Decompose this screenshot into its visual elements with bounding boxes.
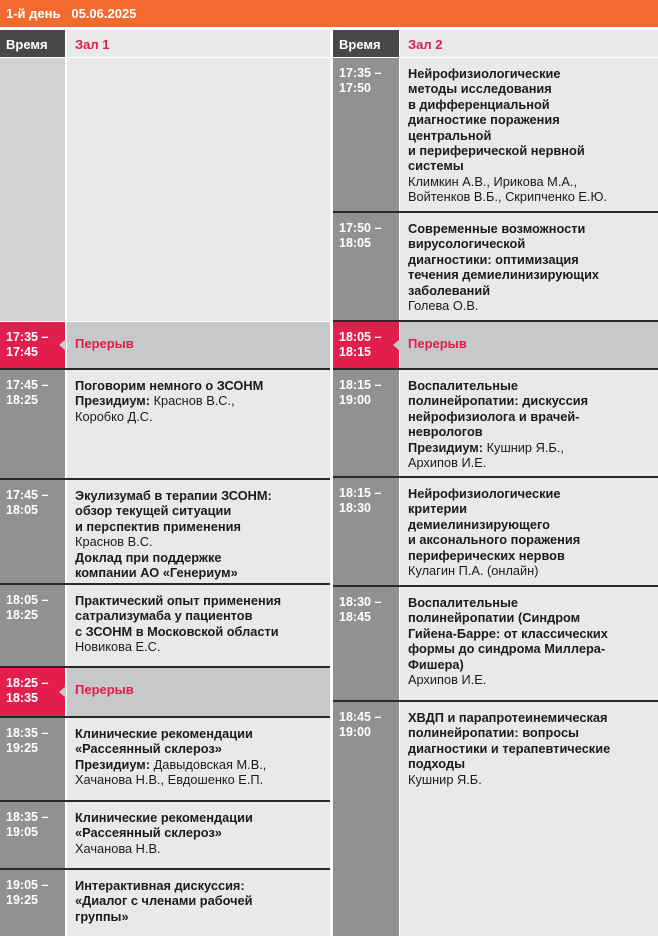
time-line: 17:35 – xyxy=(6,330,49,344)
session-line xyxy=(408,112,650,127)
session-line xyxy=(408,236,650,251)
session-line xyxy=(408,221,650,236)
session-line xyxy=(408,174,650,189)
session-text xyxy=(400,58,658,213)
session-text xyxy=(67,870,330,932)
time-line: 18:05 – xyxy=(6,593,49,607)
session-bold-text: Воспалительные xyxy=(408,595,519,610)
session-line xyxy=(408,81,650,96)
session-line xyxy=(75,757,322,772)
session-bold-text: демиелинизирующего xyxy=(408,516,550,532)
session-text xyxy=(67,802,330,864)
time-line: 18:35 – xyxy=(6,810,49,824)
session-line xyxy=(408,626,650,641)
time-line: 18:35 xyxy=(6,691,38,705)
time-line: 18:25 xyxy=(6,608,38,622)
session-plain-text: Войтенков В.Б., Скрипченко Е.Ю. xyxy=(408,189,607,205)
session-bold-text: методы исследования xyxy=(408,81,552,97)
session-line xyxy=(75,878,322,893)
session-line xyxy=(75,810,322,825)
hall2-slot-time xyxy=(333,702,399,936)
break-notch-icon xyxy=(59,339,66,351)
hall1-slot-time xyxy=(0,718,65,800)
session-line xyxy=(75,378,322,393)
time-line: 18:15 – xyxy=(339,378,382,392)
hall1-slot-time xyxy=(0,480,65,583)
time-line: 18:25 xyxy=(6,393,38,407)
time-line: 17:50 – xyxy=(339,221,382,235)
hall1-slot-time xyxy=(0,585,65,666)
hall2-session-cell xyxy=(400,478,658,585)
session-line xyxy=(408,610,650,625)
session-bold-text: Президиум: xyxy=(408,439,484,455)
slot-time-text xyxy=(0,718,65,764)
break-label: Перерыв xyxy=(408,336,467,351)
hall2-header: Зал 2 xyxy=(400,30,658,57)
session-bold-text: Гийена-Барре: от классических xyxy=(408,625,608,641)
session-line xyxy=(75,624,322,639)
session-text xyxy=(67,480,330,588)
session-line xyxy=(408,424,650,439)
session-line xyxy=(75,639,322,654)
time-line: 19:25 xyxy=(6,893,38,907)
session-bold-text: Экулизумаб в терапии ЗСОНМ: xyxy=(75,488,272,503)
session-line xyxy=(408,657,650,672)
session-bold-text: Доклад при поддержке xyxy=(75,549,222,565)
hall1-slot-time xyxy=(0,668,65,716)
session-bold-text: и аксонального поражения xyxy=(408,532,581,548)
hall2-session-cell xyxy=(400,213,658,320)
session-line xyxy=(408,298,650,313)
session-line xyxy=(408,66,650,81)
session-line xyxy=(75,741,322,756)
session-plain-text: Кулагин П.А. (онлайн) xyxy=(408,563,539,579)
session-line xyxy=(408,548,650,563)
session-bold-text: и перспектив применения xyxy=(75,518,241,534)
day-header xyxy=(6,6,136,21)
session-bold-text: диагностики: оптимизация xyxy=(408,251,579,267)
session-bold-text: компании АО «Генериум» xyxy=(75,565,238,581)
session-line xyxy=(408,97,650,112)
day-label: 1-й день xyxy=(6,6,61,21)
time-line: 18:05 – xyxy=(339,330,382,344)
session-line xyxy=(75,772,322,787)
session-bold-text: «Рассеянный склероз» xyxy=(75,741,222,757)
hall1-slot-time xyxy=(0,370,65,478)
session-bold-text: сатрализумаба у пациентов xyxy=(75,608,253,624)
session-line xyxy=(408,595,650,610)
session-line xyxy=(408,267,650,282)
session-bold-text: критерии xyxy=(408,501,468,517)
hall2-slot-time xyxy=(333,58,399,211)
slot-time-text xyxy=(0,370,65,416)
session-plain-text: Голева О.В. xyxy=(408,298,479,314)
session-line xyxy=(408,440,650,455)
time-line: 19:05 xyxy=(6,825,38,839)
session-line xyxy=(408,710,650,725)
hall1-session-cell xyxy=(67,370,330,478)
session-plain-text: Краснов В.С., xyxy=(150,393,235,409)
slot-time-text xyxy=(333,213,399,259)
session-bold-text: Президиум: xyxy=(75,756,151,772)
session-plain-text: Климкин А.В., Ирикова М.А., xyxy=(408,173,578,189)
session-plain-text: Краснов В.С. xyxy=(75,534,153,550)
session-plain-text: Кушнир Я.Б., xyxy=(483,439,564,455)
slot-time-text xyxy=(333,702,399,748)
break-notch-icon xyxy=(59,686,66,698)
hall2-slot-time xyxy=(333,370,399,476)
session-bold-text: формы до синдрома Миллера- xyxy=(408,641,606,657)
session-bold-text: подходы xyxy=(408,756,465,772)
session-text xyxy=(400,702,658,795)
session-line xyxy=(75,909,322,924)
session-bold-text: заболеваний xyxy=(408,282,491,298)
session-line xyxy=(408,189,650,204)
session-line xyxy=(408,756,650,771)
session-text xyxy=(400,587,658,695)
session-line xyxy=(75,393,322,408)
session-bold-text: системы xyxy=(408,158,464,174)
session-bold-text: Нейрофизиологические xyxy=(408,66,561,81)
hall2-time-header: Время xyxy=(333,30,399,57)
session-line xyxy=(75,726,322,741)
session-bold-text: группы» xyxy=(75,908,129,924)
session-line xyxy=(408,252,650,267)
session-bold-text: диагностике поражения xyxy=(408,112,560,128)
session-plain-text: Коробко Д.С. xyxy=(75,408,153,424)
slot-time-text xyxy=(333,478,399,524)
session-plain-text: Хачанова Н.В., Евдошенко Е.П. xyxy=(75,772,264,788)
session-line xyxy=(408,393,650,408)
session-plain-text: Новикова Е.С. xyxy=(75,639,161,655)
break-notch-icon xyxy=(393,339,400,351)
hall1-empty-content xyxy=(67,58,330,321)
session-line xyxy=(75,565,322,580)
slot-time-text xyxy=(333,322,399,368)
time-line: 19:25 xyxy=(6,741,38,755)
session-plain-text: Архипов И.Е. xyxy=(408,672,487,688)
session-bold-text: Фишера) xyxy=(408,656,464,672)
session-line xyxy=(75,608,322,623)
hall1-slot-time xyxy=(0,802,65,868)
slot-time-text xyxy=(0,585,65,631)
session-bold-text: диагностики и терапевтические xyxy=(408,740,611,756)
time-line: 17:50 xyxy=(339,81,371,95)
break-label: Перерыв xyxy=(75,336,134,351)
time-line: 17:45 – xyxy=(6,488,49,502)
session-text xyxy=(400,478,658,586)
hall1-session-cell xyxy=(67,870,330,936)
session-line xyxy=(408,378,650,393)
hall1-time-header: Время xyxy=(0,30,65,57)
time-line: 19:00 xyxy=(339,393,371,407)
session-bold-text: обзор текущей ситуации xyxy=(75,503,232,519)
session-bold-text: Интерактивная дискуссия: xyxy=(75,878,245,893)
hall2-slot-time xyxy=(333,322,399,368)
session-bold-text: «Диалог с членами рабочей xyxy=(75,893,253,909)
hall1-break-cell xyxy=(67,322,330,368)
session-plain-text: Хачанова Н.В. xyxy=(75,840,161,856)
time-line: 18:45 xyxy=(339,610,371,624)
slot-time-text xyxy=(0,870,65,916)
session-bold-text: полинейропатии: дискуссия xyxy=(408,393,589,409)
time-line: 18:15 – xyxy=(339,486,382,500)
time-line: 19:05 – xyxy=(6,878,49,892)
time-line: 18:30 xyxy=(339,501,371,515)
slot-time-text xyxy=(0,802,65,848)
hall2-slot-time xyxy=(333,213,399,320)
break-label: Перерыв xyxy=(75,682,134,697)
slot-time-text xyxy=(333,58,399,104)
hall1-empty-time xyxy=(0,58,65,321)
session-bold-text: Клинические рекомендации xyxy=(75,810,253,825)
time-line: 17:45 – xyxy=(6,378,49,392)
session-bold-text: периферических нервов xyxy=(408,547,565,563)
slot-time-text xyxy=(0,322,65,368)
slot-time-text xyxy=(333,587,399,633)
session-line xyxy=(75,593,322,608)
hall2-slot-time xyxy=(333,587,399,700)
time-line: 18:25 – xyxy=(6,676,49,690)
session-text xyxy=(67,718,330,796)
session-line xyxy=(408,532,650,547)
hall1-slot-time xyxy=(0,870,65,936)
hall1-break-cell xyxy=(67,668,330,716)
session-line xyxy=(408,143,650,158)
session-bold-text: «Рассеянный склероз» xyxy=(75,825,222,841)
time-line: 18:30 – xyxy=(339,595,382,609)
slot-time-text xyxy=(333,370,399,416)
hall1-session-cell xyxy=(67,718,330,800)
session-line xyxy=(75,503,322,518)
session-line xyxy=(408,725,650,740)
session-bold-text: Клинические рекомендации xyxy=(75,726,253,741)
session-bold-text: ХВДП и парапротеинемическая xyxy=(408,710,608,725)
session-bold-text: Современные возможности xyxy=(408,221,586,236)
session-line xyxy=(75,825,322,840)
session-line xyxy=(75,488,322,503)
time-line: 19:00 xyxy=(339,725,371,739)
session-line xyxy=(75,534,322,549)
hall1-session-cell xyxy=(67,480,330,583)
session-line xyxy=(408,409,650,424)
hall1-session-cell xyxy=(67,585,330,666)
hall2-session-cell xyxy=(400,58,658,211)
time-line: 17:45 xyxy=(6,345,38,359)
session-line xyxy=(408,517,650,532)
session-plain-text: Архипов И.Е. xyxy=(408,455,487,471)
session-bold-text: неврологов xyxy=(408,424,483,440)
session-line xyxy=(408,455,650,470)
session-bold-text: Нейрофизиологические xyxy=(408,486,561,501)
session-line xyxy=(75,841,322,856)
session-line xyxy=(408,741,650,756)
session-line xyxy=(408,641,650,656)
slot-time-text xyxy=(0,480,65,526)
session-text xyxy=(400,370,658,478)
session-bold-text: течения демиелинизирующих xyxy=(408,267,600,283)
session-bold-text: Президиум: xyxy=(75,393,151,409)
time-line: 18:05 xyxy=(6,503,38,517)
session-line xyxy=(408,158,650,173)
session-bold-text: Практический опыт применения xyxy=(75,593,282,608)
session-bold-text: нейрофизиолога и врачей- xyxy=(408,408,580,424)
session-bold-text: центральной xyxy=(408,127,492,143)
session-line xyxy=(408,563,650,578)
time-line: 18:05 xyxy=(339,236,371,250)
session-line xyxy=(75,519,322,534)
session-plain-text: Давыдовская М.В., xyxy=(150,756,267,772)
day-date: 05.06.2025 xyxy=(71,6,137,21)
session-line xyxy=(408,772,650,787)
session-bold-text: Воспалительные xyxy=(408,378,519,393)
session-bold-text: полинейропатии (Синдром xyxy=(408,610,581,626)
hall2-break-cell xyxy=(400,322,658,368)
session-text xyxy=(67,585,330,663)
session-line xyxy=(408,501,650,516)
time-line: 18:35 – xyxy=(6,726,49,740)
session-line xyxy=(408,672,650,687)
hall2-session-cell xyxy=(400,587,658,700)
session-bold-text: Поговорим немного о ЗСОНМ xyxy=(75,378,264,393)
session-text xyxy=(400,213,658,321)
hall2-session-cell xyxy=(400,370,658,476)
session-line xyxy=(75,893,322,908)
time-line: 17:35 – xyxy=(339,66,382,80)
time-line: 18:15 xyxy=(339,345,371,359)
hall2-session-cell xyxy=(400,702,658,936)
hall1-header: Зал 1 xyxy=(67,30,330,57)
session-line xyxy=(408,128,650,143)
time-line: 18:45 – xyxy=(339,710,382,724)
hall1-slot-time xyxy=(0,322,65,368)
slot-time-text xyxy=(0,668,65,714)
session-line xyxy=(408,486,650,501)
hall1-session-cell xyxy=(67,802,330,868)
session-bold-text: и периферической нервной xyxy=(408,143,585,159)
session-plain-text: Кушнир Я.Б. xyxy=(408,771,482,787)
session-bold-text: в дифференциальной xyxy=(408,96,550,112)
session-line xyxy=(75,409,322,424)
session-text xyxy=(67,370,330,432)
session-bold-text: с ЗСОНМ в Московской области xyxy=(75,623,279,639)
session-line xyxy=(408,283,650,298)
session-line xyxy=(75,550,322,565)
session-bold-text: полинейропатии: вопросы xyxy=(408,725,579,741)
hall2-slot-time xyxy=(333,478,399,585)
session-bold-text: вирусологической xyxy=(408,236,526,252)
